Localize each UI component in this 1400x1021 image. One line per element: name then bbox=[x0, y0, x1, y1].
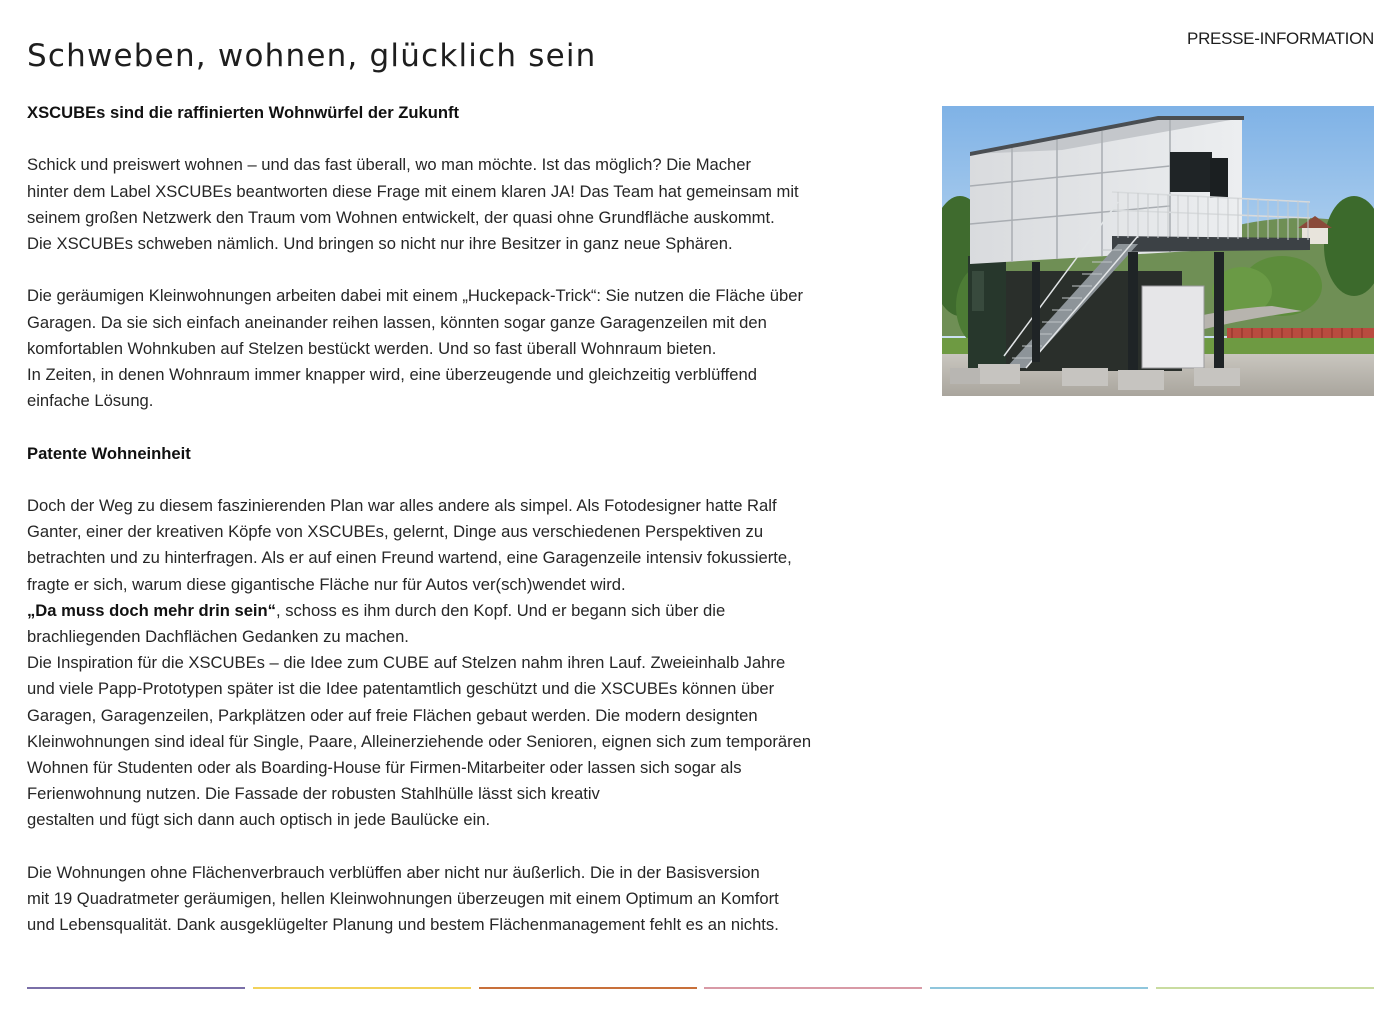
paragraph-line: Die Inspiration für die XSCUBEs – die Idee zum CUBE auf Stelzen nahm ihren Lauf. Zweieinhalb Jahre bbox=[27, 653, 786, 673]
paragraph-line: gestalten und fügt sich dann auch optisch in jede Baulücke ein. bbox=[27, 810, 491, 830]
footer-bar-segment bbox=[1156, 987, 1374, 989]
footer-bar-segment bbox=[479, 987, 697, 989]
press-information-label: PRESSE-INFORMATION bbox=[1187, 29, 1374, 48]
paragraph-line: hinter dem Label XSCUBEs beantworten diese Frage mit einem klaren JA! Das Team hat gemeinsam mit bbox=[27, 181, 799, 201]
footer-bar-segment bbox=[253, 987, 471, 989]
paragraph-line: Ganter, einer der kreativen Köpfe von XSCUBEs, gelernt, Dinge aus verschiedenen Perspektiven zu bbox=[27, 522, 764, 542]
quote-rest: , schoss es ihm durch den Kopf. Und er begann sich über die bbox=[275, 600, 726, 620]
footer-bar-segment bbox=[704, 987, 922, 989]
paragraph-line: brachliegenden Dachflächen Gedanken zu machen. bbox=[27, 627, 409, 646]
xscube-photo bbox=[942, 106, 1374, 396]
paragraph-line: Kleinwohnungen sind ideal für Single, Paare, Alleinerziehende oder Senioren, eignen sich zum temporären bbox=[27, 731, 812, 751]
paragraph-line: seinem großen Netzwerk den Traum vom Wohnen entwickelt, der quasi ohne Grundfläche auskommt. bbox=[27, 207, 775, 227]
paragraph-line: Doch der Weg zu diesem faszinierenden Plan war alles andere als simpel. Als Fotodesigner hatte Ralf bbox=[27, 495, 777, 515]
paragraph-line: betrachten und zu hinterfragen. Als er auf einen Freund wartend, eine Garagenzeile intensiv fokussierte, bbox=[27, 548, 792, 568]
paragraph-line: Wohnen für Studenten oder als Boarding-House für Firmen-Mitarbeiter oder lassen sich sogar als bbox=[27, 758, 742, 778]
paragraph-line: Schick und preiswert wohnen – und das fast überall, wo man möchte. Ist das möglich? Die Macher bbox=[27, 155, 752, 175]
quote-line bbox=[27, 598, 927, 624]
footer-bar-segment bbox=[27, 987, 245, 989]
article-subtitle: XSCUBEs sind die raffinierten Wohnwürfel der Zukunft bbox=[27, 103, 460, 122]
paragraph-line: mit 19 Quadratmeter geräumigen, hellen Kleinwohnungen überzeugen mit einem Optimum an Komfort bbox=[27, 889, 779, 909]
paragraph-line: In Zeiten, in denen Wohnraum immer knapper wird, eine überzeugende und gleichzeitig verblüffend bbox=[27, 365, 757, 384]
paragraph-line: fragte er sich, warum diese gigantische Fläche nur für Autos ver(sch)wendet wird. bbox=[27, 574, 626, 594]
paragraph-line: Garagen. Da sie sich einfach aneinander reihen lassen, könnten sogar ganze Garagenzeilen mit den bbox=[27, 312, 767, 332]
article-body bbox=[27, 100, 927, 938]
paragraph-line: und Lebensqualität. Dank ausgeklügelter Planung und bestem Flächenmanagement fehlt es an nichts. bbox=[27, 915, 779, 935]
paragraph-line: Die geräumigen Kleinwohnungen arbeiten dabei mit einem „Huckepack-Trick“: Sie nutzen die Fläche über bbox=[27, 286, 804, 306]
paragraph-line: Die XSCUBEs schweben nämlich. Und bringen so nicht nur ihre Besitzer in ganz neue Sphären. bbox=[27, 234, 733, 253]
paragraph-line: Garagen, Garagenzeilen, Parkplätzen oder auf freie Flächen gebaut werden. Die modern designten bbox=[27, 705, 758, 725]
page-title: Schweben, wohnen, glücklich sein bbox=[27, 38, 597, 74]
paragraph-line: und viele Papp-Prototypen später ist die Idee patentamtlich geschützt und die XSCUBEs können über bbox=[27, 679, 775, 699]
paragraph-line: einfache Lösung. bbox=[27, 391, 154, 411]
footer-bar-segment bbox=[930, 987, 1148, 989]
paragraph-line: Die Wohnungen ohne Flächenverbrauch verblüffen aber nicht nur äußerlich. Die in der Basisversion bbox=[27, 862, 760, 882]
section-heading: Patente Wohneinheit bbox=[27, 443, 191, 463]
paragraph-line: Ferienwohnung nutzen. Die Fassade der robusten Stahlhülle lässt sich kreativ bbox=[27, 784, 600, 804]
quote-bold: „Da muss doch mehr drin sein“ bbox=[27, 600, 276, 620]
paragraph-line: komfortablen Wohnkuben auf Stelzen bestückt werden. Und so fast überall Wohnraum bieten. bbox=[27, 338, 717, 358]
footer-color-bar bbox=[27, 987, 1374, 990]
